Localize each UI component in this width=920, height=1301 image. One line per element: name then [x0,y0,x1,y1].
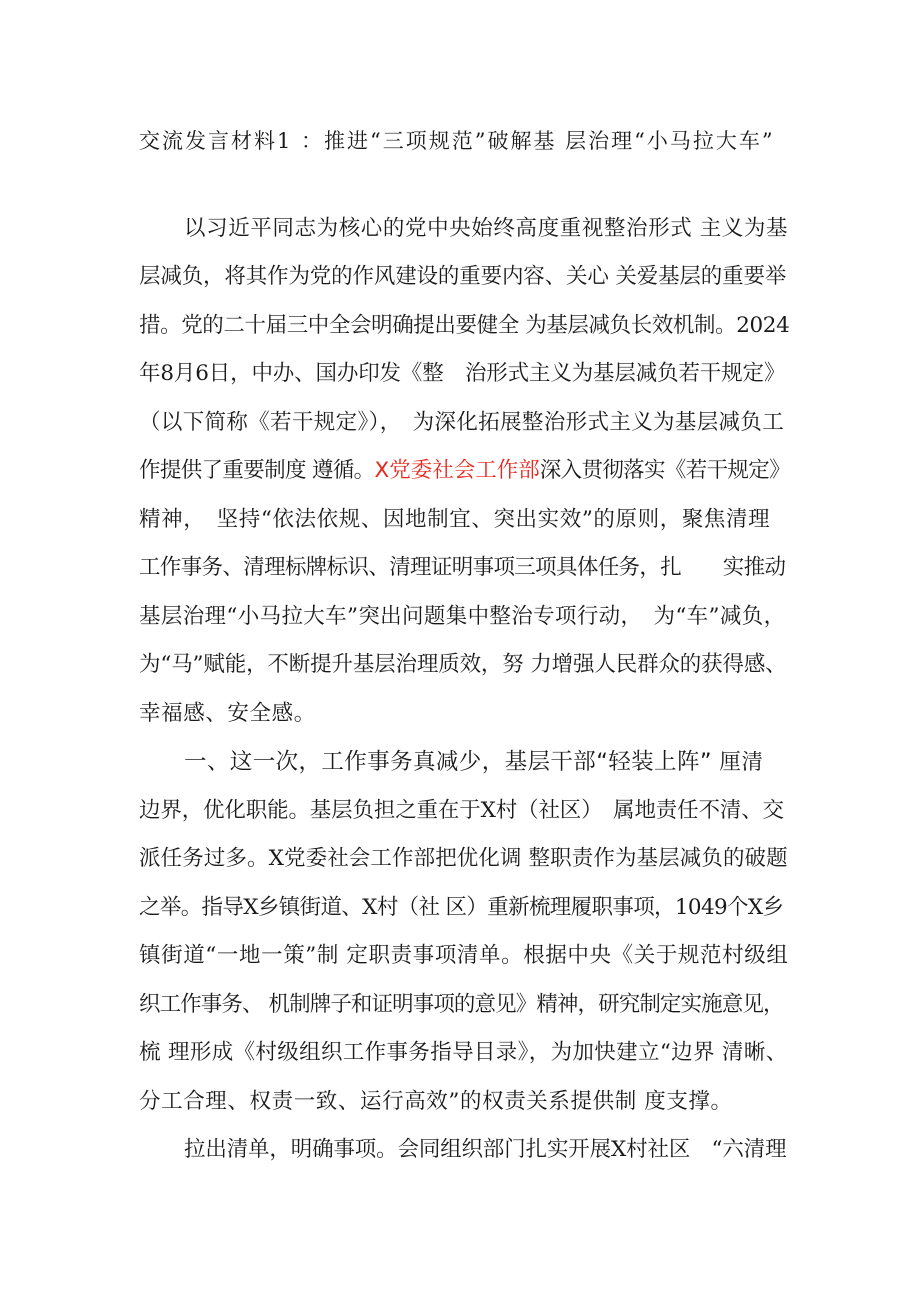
line-6-after: 深入贯彻落实《若干规定》 [539,458,790,483]
body-line-4: 年8月6日，中办、国办印发《整 治形式主义为基层减负若干规定》 [139,361,786,386]
body-line-15: 之举。指导X乡镇街道、X村（社 区）重新梳理履职事项，1049个X乡 [139,895,784,920]
body-line-17: 织工作事务、 机制牌子和证明事项的意见》精神，研究制定实施意见， [139,992,784,1017]
line-6-before: 作提供了重要制度 遵循。 [139,458,375,483]
body-line-13: 边界，优化职能。基层负担之重在于X村（社区） 属地责任不清、交 [139,798,784,823]
body-line-11: 幸福感、安全感。 [139,701,316,726]
body-line-8: 工作事务、清理标牌标识、清理证明事项三项具体任务，扎 实推动 [139,555,786,580]
highlighted-department-name: X党委社会工作部 [374,458,540,483]
body-line-10: 为“马”赋能，不断提升基层治理质效，努 力增强人民群众的获得感、 [139,652,787,677]
body-line-7: 精神， 坚持“依法依规、因地制宜、突出实效”的原则，聚焦清理 [139,507,771,532]
body-line-3: 措。党的二十届三中全会明确提出要健全 为基层减负长效机制。2024 [139,313,790,338]
body-line-5: （以下简称《若干规定》）， 为深化拓展整治形式主义为基层减负工 [139,410,785,435]
body-line-16: 镇街道“一地一策”制 定职责事项清单。根据中央《关于规范村级组 [139,943,789,968]
body-line-6 [139,456,790,486]
section-heading-line [184,747,764,778]
body-line-2: 层减负，将其作为党的作风建设的重要内容、关心 关爱基层的重要举 [139,264,787,289]
body-line-14: 派任务过多。X党委社会工作部把优化调 整职责作为基层减负的破题 [139,846,788,871]
body-line-1: 以习近平同志为核心的党中央始终高度重视整治形式 主义为基 [184,216,789,241]
body-line-9: 基层治理“小马拉大车”突出问题集中整治专项行动， 为“车”减负， [139,604,786,629]
section-heading-tail: 厘清 [711,750,764,775]
section-heading: 一、这一次，工作事务真减少，基层干部“轻装上阵” [184,749,712,775]
body-line-19: 分工合理、权责一致、运行高效”的权责关系提供制 度支撑。 [139,1089,733,1114]
document-title: 交流发言材料1 ：推进“三项规范”破解基 层治理“小马拉大车” [139,129,775,153]
body-line-18: 梳 理形成《村级组织工作事务指导目录》，为加快建立“边界 清晰、 [139,1040,788,1065]
body-line-20: 拉出清单，明确事项。会同组织部门扎实开展X村社区 “六清理 [184,1137,787,1162]
